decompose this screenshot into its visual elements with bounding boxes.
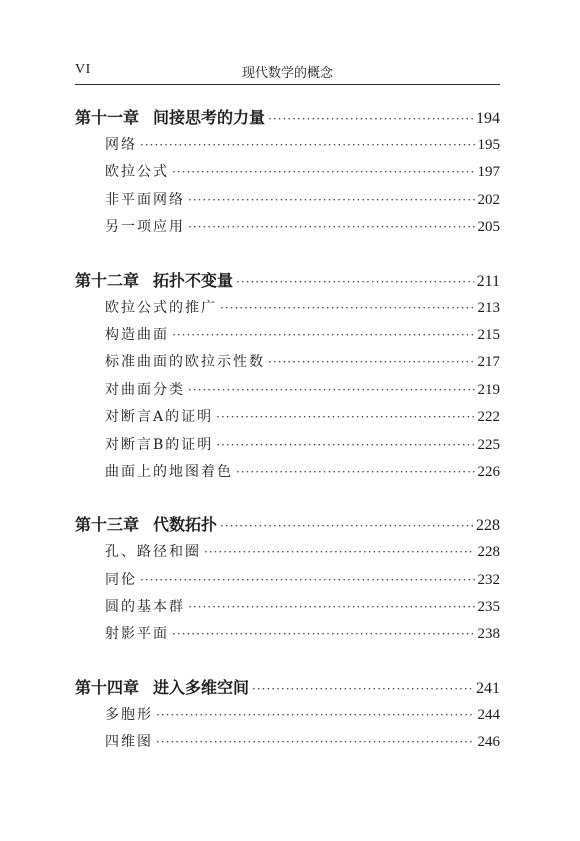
section-entry[interactable] xyxy=(75,132,500,159)
page-ref: 195 xyxy=(477,137,500,153)
page-ref: 241 xyxy=(476,679,500,697)
page-number: VI xyxy=(75,62,91,77)
dot-leader xyxy=(172,159,475,186)
section-title: 另一项应用 xyxy=(105,219,185,236)
page-header xyxy=(75,58,500,85)
page-ref: 246 xyxy=(477,734,500,751)
dot-leader xyxy=(216,432,474,459)
chapter-13 xyxy=(75,510,500,649)
chapter-title: 进入多维空间 xyxy=(153,677,250,697)
section-title: 孔、路径和圈 xyxy=(105,544,201,561)
chapter-14 xyxy=(75,673,500,757)
dot-leader xyxy=(140,567,475,594)
dot-leader xyxy=(188,377,475,404)
section-entry[interactable] xyxy=(75,729,500,756)
dot-leader xyxy=(220,512,473,541)
dot-leader xyxy=(188,214,475,241)
chapter-entry[interactable] xyxy=(75,103,500,132)
page-ref: 244 xyxy=(477,706,500,723)
section-entry[interactable] xyxy=(75,159,500,186)
chapter-11 xyxy=(75,103,500,242)
section-title: 对断言A的证明 xyxy=(105,409,214,426)
dot-leader xyxy=(220,295,475,322)
running-title: 现代数学的概念 xyxy=(241,66,333,81)
chapter-entry[interactable] xyxy=(75,266,500,295)
section-title: 对曲面分类 xyxy=(105,381,185,398)
section-title: 射影平面 xyxy=(105,626,169,643)
section-entry[interactable] xyxy=(75,459,500,486)
dot-leader xyxy=(156,729,475,756)
section-title: 四维图 xyxy=(105,734,153,751)
dot-leader xyxy=(172,322,475,349)
section-entry[interactable] xyxy=(75,349,500,376)
dot-leader xyxy=(252,675,473,704)
page-ref: 232 xyxy=(477,571,500,588)
section-title: 对断言B的证明 xyxy=(105,436,214,453)
dot-leader xyxy=(172,621,475,648)
section-entry[interactable] xyxy=(75,214,500,241)
dot-leader xyxy=(188,594,475,621)
dot-leader xyxy=(188,187,475,214)
chapter-number: 第十三章 xyxy=(75,515,140,535)
chapter-title: 间接思考的力量 xyxy=(153,108,266,127)
section-entry[interactable] xyxy=(75,567,500,594)
page-ref: 228 xyxy=(476,517,500,535)
section-title: 网络 xyxy=(105,137,137,153)
section-entry[interactable] xyxy=(75,295,500,322)
section-entry[interactable] xyxy=(75,404,500,431)
chapter-title: 代数拓扑 xyxy=(153,515,218,535)
dot-leader xyxy=(216,404,474,431)
section-title: 标准曲面的欧拉示性数 xyxy=(105,354,265,371)
section-entry[interactable] xyxy=(75,187,500,214)
chapter-12 xyxy=(75,266,500,487)
dot-leader xyxy=(236,268,474,297)
page-ref: 205 xyxy=(477,219,500,236)
page-ref: 197 xyxy=(477,164,500,181)
section-title: 同伦 xyxy=(105,571,137,588)
section-entry[interactable] xyxy=(75,322,500,349)
dot-leader xyxy=(156,702,475,729)
page-ref: 215 xyxy=(477,326,500,343)
section-title: 非平面网络 xyxy=(105,191,185,208)
section-entry[interactable] xyxy=(75,539,500,566)
page-ref: 222 xyxy=(477,409,500,426)
section-entry[interactable] xyxy=(75,432,500,459)
page-ref: 202 xyxy=(477,191,500,208)
page-ref: 226 xyxy=(477,463,500,480)
section-title: 圆的基本群 xyxy=(105,599,185,616)
section-title: 欧拉公式的推广 xyxy=(105,299,217,316)
section-entry[interactable] xyxy=(75,377,500,404)
page-ref: 194 xyxy=(476,110,500,127)
page-ref: 235 xyxy=(477,599,500,616)
dot-leader xyxy=(204,539,475,566)
dot-leader xyxy=(236,459,475,486)
chapter-title: 拓扑不变量 xyxy=(153,270,234,290)
page-ref: 211 xyxy=(476,272,500,290)
dot-leader xyxy=(268,349,475,376)
section-title: 多胞形 xyxy=(105,706,153,723)
page-ref: 228 xyxy=(477,544,500,561)
page-ref: 225 xyxy=(477,436,500,453)
page-ref: 219 xyxy=(477,381,500,398)
page-ref: 238 xyxy=(477,626,500,643)
section-title: 构造曲面 xyxy=(105,326,169,343)
dot-leader xyxy=(268,105,473,134)
section-entry[interactable] xyxy=(75,702,500,729)
section-entry[interactable] xyxy=(75,621,500,648)
chapter-number: 第十二章 xyxy=(75,270,140,290)
chapter-entry[interactable] xyxy=(75,510,500,539)
chapter-number: 第十一章 xyxy=(75,108,140,127)
page-ref: 217 xyxy=(477,354,500,371)
section-title: 曲面上的地图着色 xyxy=(105,463,233,480)
table-of-contents xyxy=(75,103,500,757)
page-ref: 213 xyxy=(477,299,500,316)
section-entry[interactable] xyxy=(75,594,500,621)
chapter-number: 第十四章 xyxy=(75,677,140,697)
dot-leader xyxy=(140,132,475,159)
section-title: 欧拉公式 xyxy=(105,164,169,181)
chapter-entry[interactable] xyxy=(75,673,500,702)
